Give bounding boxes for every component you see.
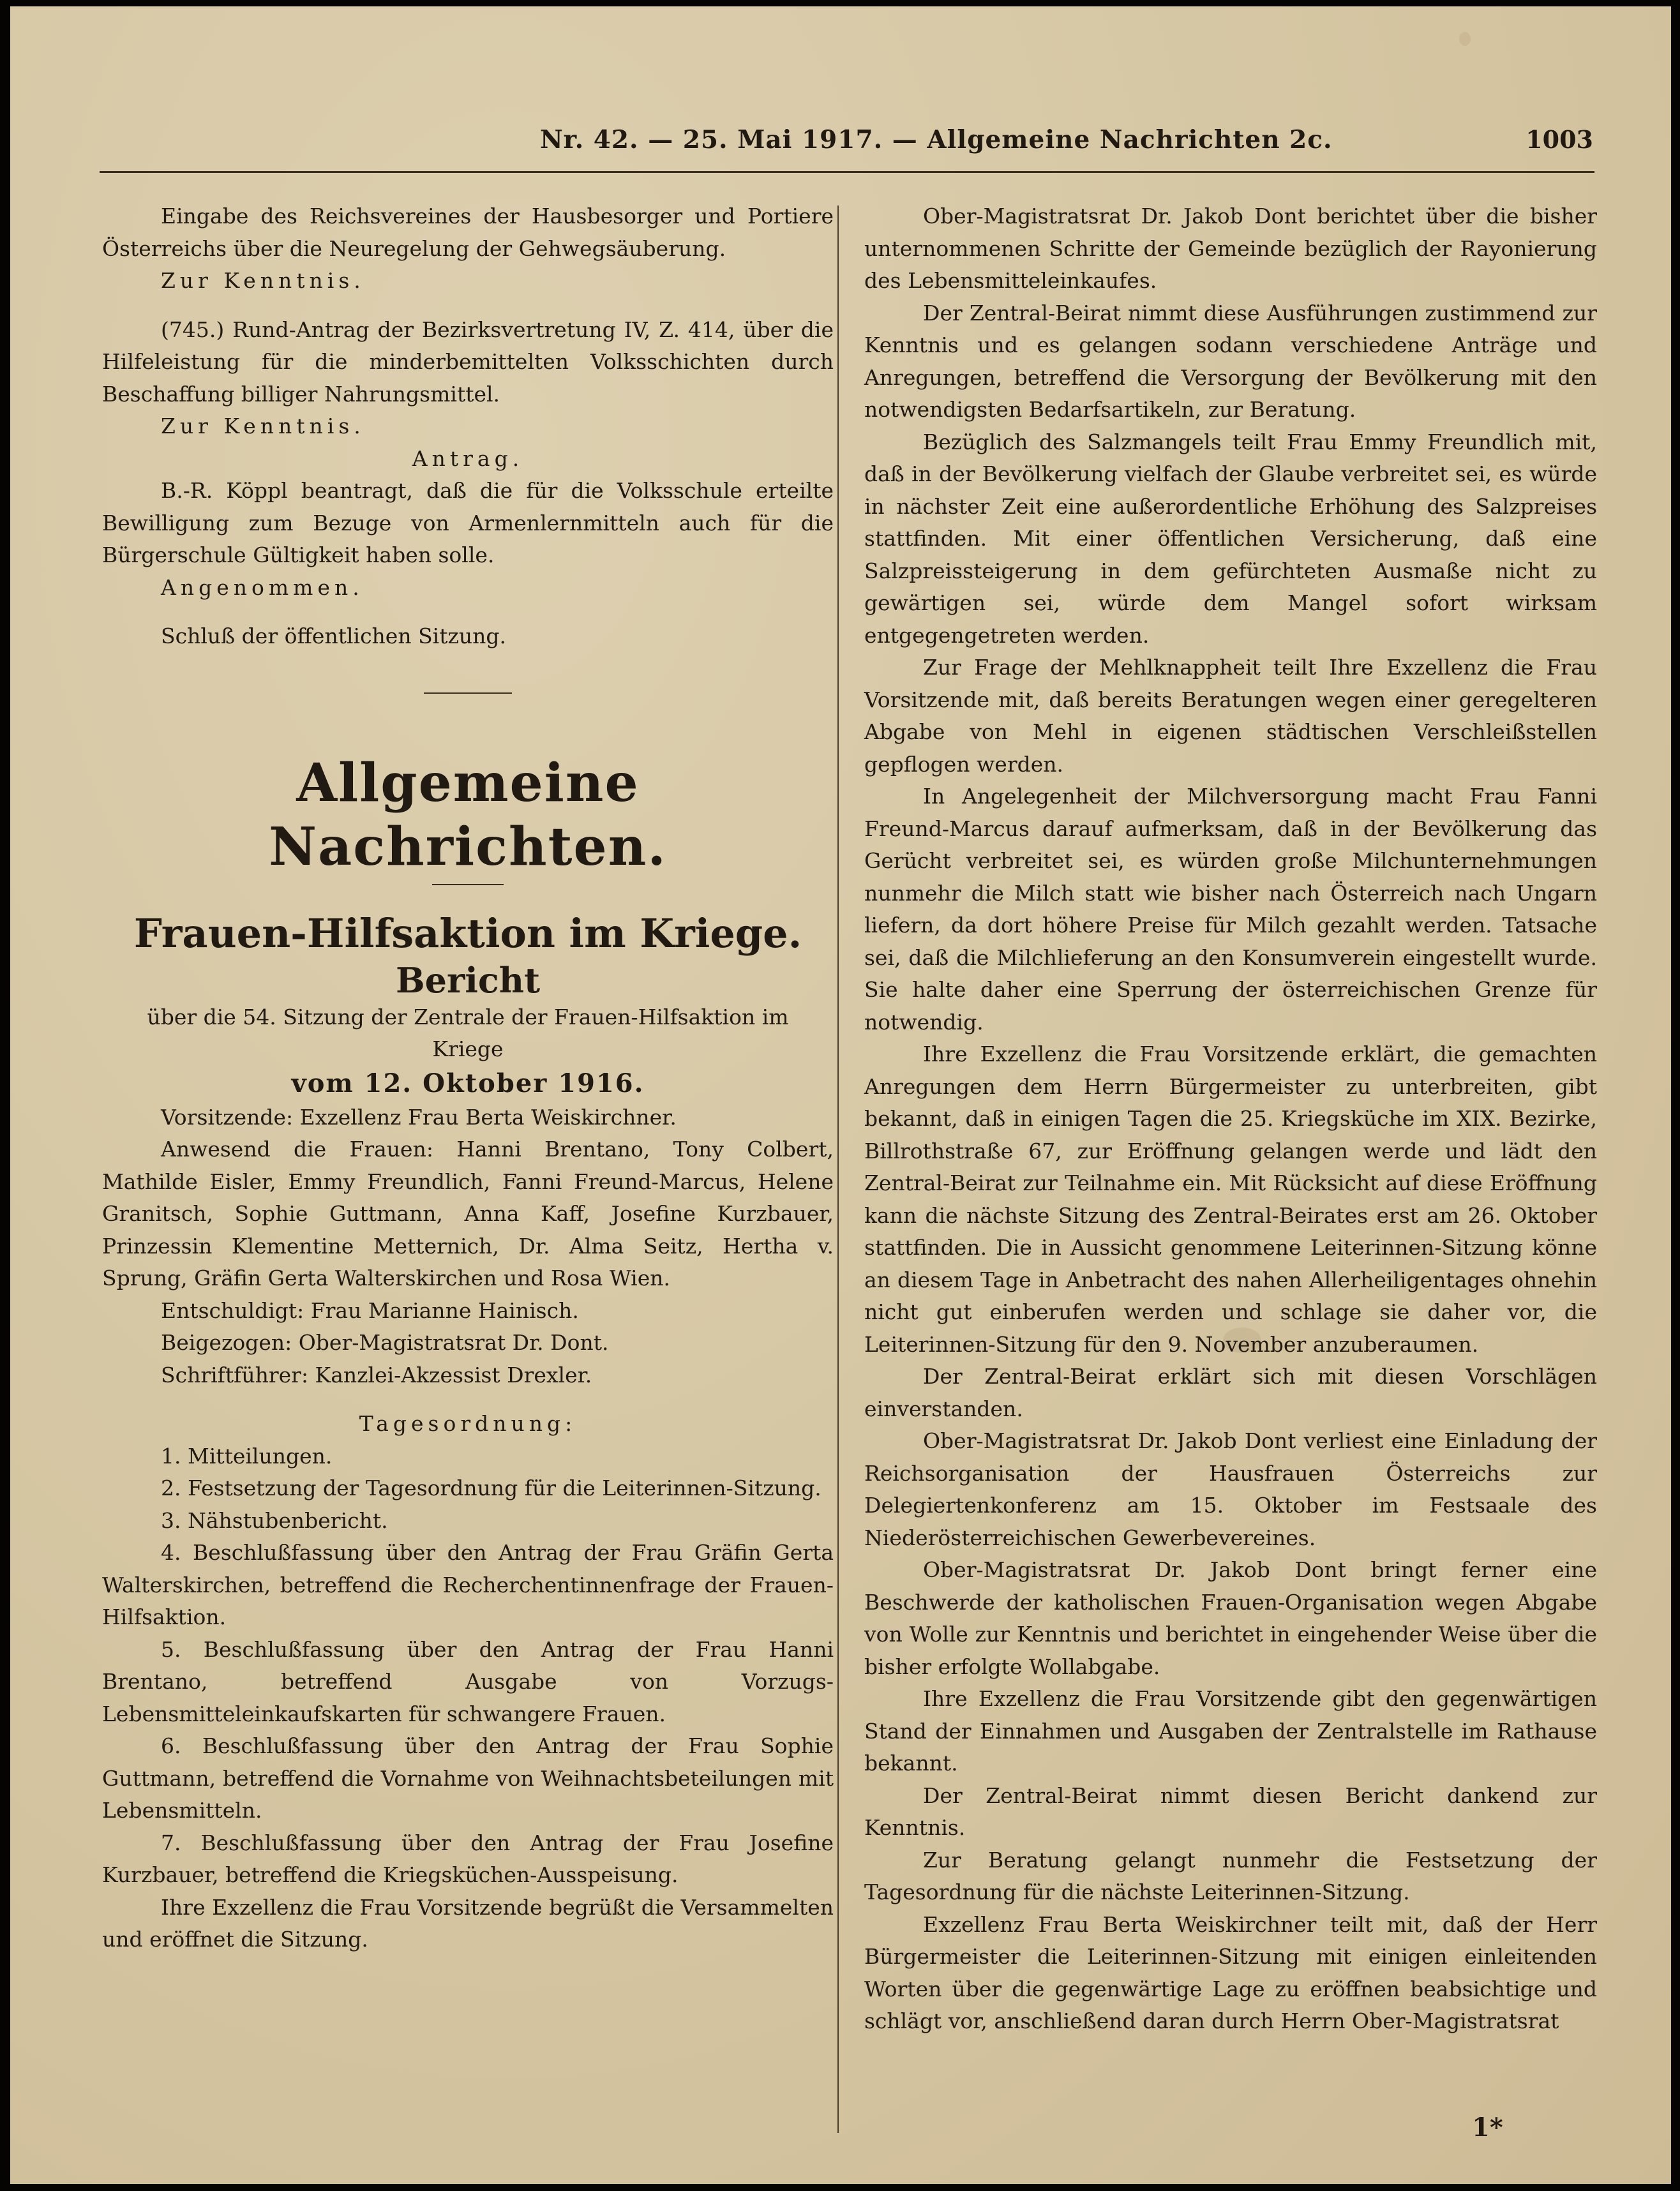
paragraph: Ober-Magistratsrat Dr. Jakob Dont berichtet über die bisher unternommenen Schritte der Gemeinde bezüglich der Rayonierung des Lebensmitteleinkaufes. xyxy=(864,204,1597,293)
column-divider xyxy=(837,206,839,2133)
attendees: Anwesend die Frauen: Hanni Brentano, Tony Colbert, Mathilde Eisler, Emmy Freundlich, Fanni Freund-Marcus, Helene Granitsch, Sophie Guttmann, Anna Kaff, Josefine Kurzbauer, Prinzessin Klementine Metternich, Dr. Alma Seitz, Hertha v. Sprung, Gräfin Gerta Walterskirchen und Rosa Wien. xyxy=(102,1137,834,1290)
left-column xyxy=(102,200,834,1956)
paragraph: Ihre Exzellenz die Frau Vorsitzende erklärt, die gemachten Anregungen dem Herrn Bürgermeister zu unterbreiten, gibt bekannt, daß in einigen Tagen die 25. Kriegsküche im XIX. Bezirke, Billrothstraße 67, zur Eröffnung gelangen werde und lädt den Zentral-Beirat zur Teilnahme ein. Mit Rücksicht auf diese Eröffnung kann die nächste Sitzung des Zentral-Beirates erst am 26. Oktober stattfinden. Die in Aussicht genommene Leiterinnen-Sitzung könne an diesem Tage in Anbetracht des nahen Allerheiligentages ohnehin nicht gut einberufen werden und schlage sie daher vor, die Leiterinnen-Sitzung für den 9. November anzuberaumen. xyxy=(864,1042,1597,1357)
paragraph: Eingabe des Reichsvereines der Hausbesorger und Portiere Österreichs über die Neuregelung der Gehwegsäuberung. xyxy=(102,204,834,261)
resolution-note: Angenommen. xyxy=(161,574,364,600)
agenda-title: Tagesordnung: xyxy=(359,1411,577,1436)
separator-rule xyxy=(424,692,512,694)
agenda-list xyxy=(102,1440,834,1892)
paragraph: Ihre Exzellenz die Frau Vorsitzende begrüßt die Versammelten und eröffnet die Sitzung. xyxy=(102,1894,834,1952)
report-label: Bericht xyxy=(395,959,541,1001)
paragraph: Schluß der öffentlichen Sitzung. xyxy=(161,624,507,648)
paragraph: Zur Beratung gelangt nunmehr die Festsetzung der Tagesordnung für die nächste Leiterinnen-Sitzung. xyxy=(864,1847,1597,1904)
header-rule xyxy=(100,171,1594,173)
section-rule xyxy=(432,884,504,885)
recorder: Schriftführer: Kanzlei-Akzessist Drexler. xyxy=(161,1362,592,1387)
paragraph: B.-R. Köppl beantragt, daß die für die Volksschule erteilte Bewilligung zum Bezuge von Armenlernmitteln auch für die Bürgerschule Gültigkeit haben solle. xyxy=(102,478,834,567)
signature-mark: 1* xyxy=(1472,2112,1503,2142)
agenda-item: 2. Festsetzung der Tagesordnung für die Leiterinnen-Sitzung. xyxy=(161,1476,821,1500)
agenda-item: 4. Beschlußfassung über den Antrag der Frau Gräfin Gerta Walterskirchen, betreffend die Recherchentinnenfrage der Frauen-Hilfsaktion. xyxy=(102,1540,834,1629)
paragraph: Der Zentral-Beirat nimmt diesen Bericht dankend zur Kenntnis. xyxy=(864,1783,1597,1840)
paragraph: Exzellenz Frau Berta Weiskirchner teilt mit, daß der Herr Bürgermeister die Leiterinnen-Sitzung mit einigen einleitenden Worten über die gegenwärtige Lage zu eröffnen beabsichtige und schlägt vor, anschließend daran durch Herrn Ober-Magistratsrat xyxy=(864,1911,1597,2033)
agenda-item: 6. Beschlußfassung über den Antrag der Frau Sophie Guttmann, betreffend die Vornahme von Weihnachtsbeteilungen mit Lebensmitteln. xyxy=(102,1733,834,1823)
agenda-item: 1. Mitteilungen. xyxy=(161,1443,333,1469)
agenda-item: 7. Beschlußfassung über den Antrag der Frau Josefine Kurzbauer, betreffend die Kriegsküchen-Ausspeisung. xyxy=(102,1830,834,1887)
section-title: Allgemeine Nachrichten. xyxy=(269,752,667,878)
header-line: Nr. 42. — 25. Mai 1917. — Allgemeine Nachrichten 2c. xyxy=(540,125,1333,154)
newspaper-page xyxy=(10,6,1671,2184)
resolution-note: Zur Kenntnis. xyxy=(161,414,365,438)
paragraph: Ober-Magistratsrat Dr. Jakob Dont bringt ferner eine Beschwerde der katholischen Frauen-Organisation wegen Abgabe von Wolle zur Kenntnis und berichtet in eingehender Weise über die bisher erfolgte Wollabgabe. xyxy=(864,1557,1597,1679)
paragraph: (745.) Rund-Antrag der Bezirksvertretung IV, Z. 414, über die Hilfeleistung für die minderbemittelten Volksschichten durch Beschaffung billiger Nahrungsmittel. xyxy=(102,317,834,407)
agenda-item: 3. Nähstubenbericht. xyxy=(161,1507,388,1533)
report-title: Frauen-Hilfsaktion im Kriege. xyxy=(133,909,802,957)
right-column xyxy=(864,200,1597,2038)
report-subtitle: über die 54. Sitzung der Zentrale der Frauen-Hilfsaktion im Kriege xyxy=(147,1004,789,1061)
paragraph: Der Zentral-Beirat nimmt diese Ausführungen zustimmend zur Kenntnis und es gelangen sodann verschiedene Anträge und Anregungen, betreffend die Versorgung der Bevölkerung mit den notwendigsten Bedarfsartikeln, zur Beratung. xyxy=(864,300,1597,422)
paper-stain xyxy=(1459,32,1471,46)
paragraph: In Angelegenheit der Milchversorgung macht Frau Fanni Freund-Marcus darauf aufmerksam, daß in der Bevölkerung das Gerücht verbreitet sei, es würden große Milchunternehmungen nunmehr die Milch statt wie bisher nach Österreich nach Ungarn liefern, da dort höhere Preise für Milch gezahlt werden. Tatsache sei, daß die Milchlieferung an den Konsumverein eingestellt wurde. Sie halte daher eine Sperrung der österreichischen Grenze für notwendig. xyxy=(864,784,1597,1035)
paragraph: Der Zentral-Beirat erklärt sich mit diesen Vorschlägen einverstanden. xyxy=(864,1364,1597,1421)
invited: Beigezogen: Ober-Magistratsrat Dr. Dont. xyxy=(161,1330,609,1355)
page-header xyxy=(100,125,1593,163)
resolution-note: Zur Kenntnis. xyxy=(161,268,365,293)
paragraph: Bezüglich des Salzmangels teilt Frau Emmy Freundlich mit, daß in der Bevölkerung vielfach der Glaube verbreitet sei, es würde in nächster Zeit eine außerordentliche Erhöhung des Salzpreises stattfinden. Mit einer öffentlichen Versicherung, daß eine Salzpreissteigerung in dem gefürchteten Ausmaße nicht zu gewärtigen sei, würde dem Mangel sofort wirksam entgegengetreten werden. xyxy=(864,429,1597,648)
paragraph: Ober-Magistratsrat Dr. Jakob Dont verliest eine Einladung der Reichsorganisation der Hausfrauen Österreichs zur Delegiertenkonferenz am 15. Oktober im Festsaale des Niederösterreichischen Gewerbevereines. xyxy=(864,1428,1597,1550)
chairperson: Vorsitzende: Exzellenz Frau Berta Weiskirchner. xyxy=(161,1104,677,1130)
paragraph: Ihre Exzellenz die Frau Vorsitzende gibt den gegenwärtigen Stand der Einnahmen und Ausgaben der Zentralstelle im Rathause bekannt. xyxy=(864,1686,1597,1776)
page-number: 1003 xyxy=(1526,125,1593,154)
excused: Entschuldigt: Frau Marianne Hainisch. xyxy=(161,1297,579,1323)
paragraph: Zur Frage der Mehlknappheit teilt Ihre Exzellenz die Frau Vorsitzende mit, daß bereits Beratungen wegen einer geregelteren Abgabe von Mehl in eigenen städtischen Verschleißstellen gepflogen werden. xyxy=(864,655,1597,777)
agenda-item: 5. Beschlußfassung über den Antrag der Frau Hanni Brentano, betreffend Ausgabe von Vorzugs-Lebensmitteleinkaufskarten für schwangere Frauen. xyxy=(102,1636,834,1726)
report-date: vom 12. Oktober 1916. xyxy=(291,1068,645,1098)
motion-heading: Antrag. xyxy=(412,445,524,471)
